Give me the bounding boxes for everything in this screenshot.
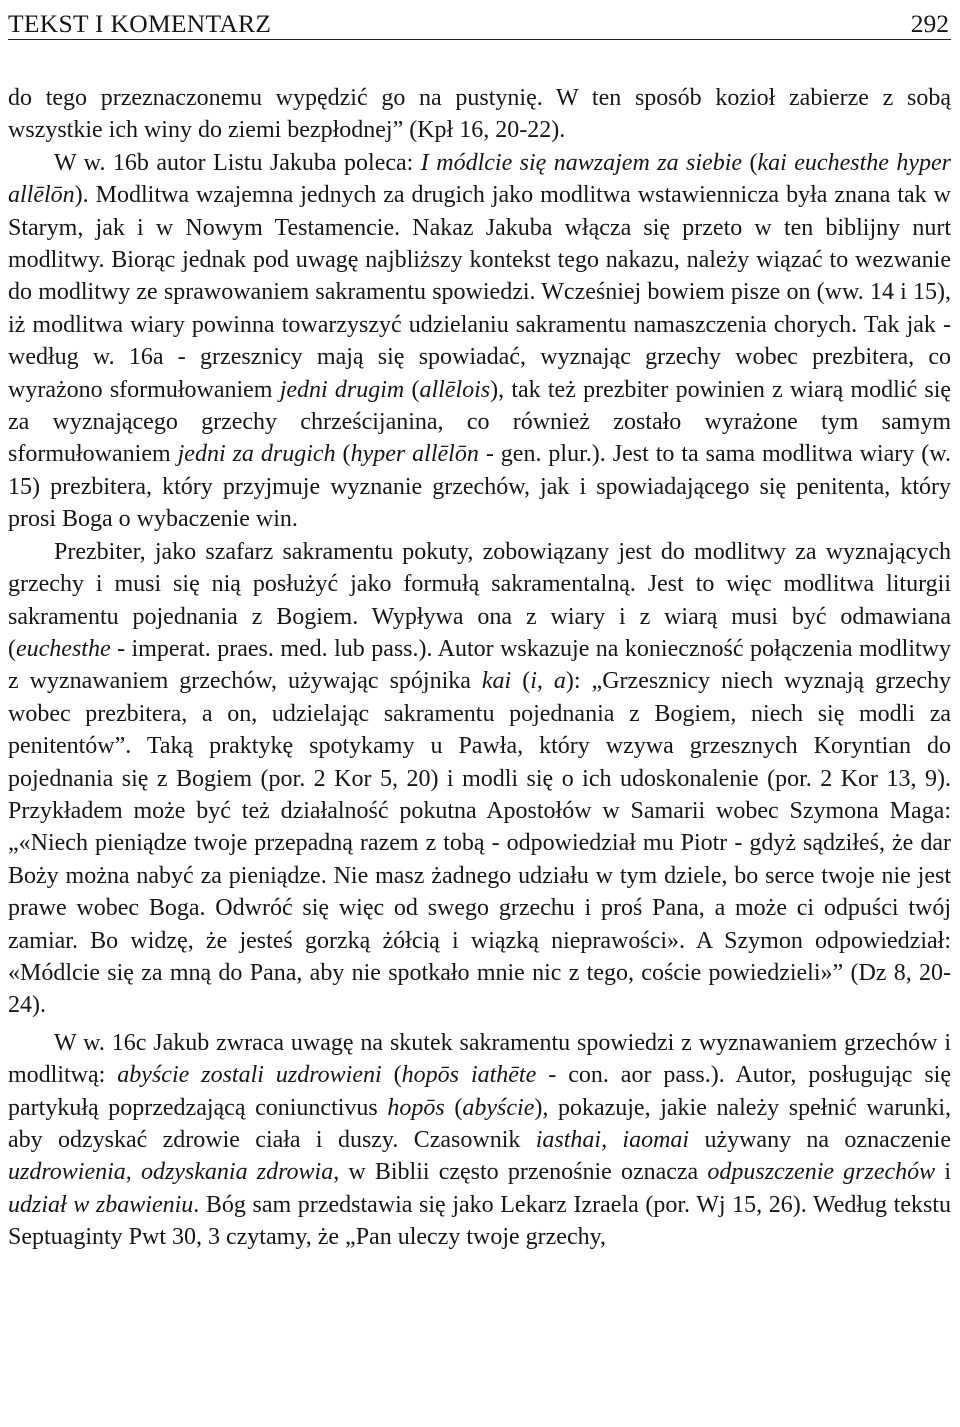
italic-term: iasthai, iaomai <box>535 1127 690 1153</box>
paragraph <box>8 147 951 536</box>
paragraph <box>8 82 951 147</box>
text-run: . Bóg sam przedstawia się jako Lekarz Izraela (por. Wj 15, 26). Według tekstu Septuaginty Pwt 30, 3 czytamy, że „Pan uleczy twoje grzechy, <box>8 1191 951 1251</box>
body-text <box>8 82 951 1254</box>
text-run: ), tak też prezbiter powinien z wiarą modlić się za wyznającego grzechy chrześcijanina, co również zostało wyrażone tym samym sformułowaniem <box>8 376 952 468</box>
text-run: , w Biblii często przenośnie oznacza <box>333 1159 708 1186</box>
italic-term: jedni drugim <box>279 376 405 403</box>
italic-term: abyście <box>462 1094 535 1121</box>
text-run: - imperat. praes. med. lub pass.). Autor wskazuje na konieczność połączenia modlitwy z wyznawaniem grzechów, używając spójnika <box>8 635 951 695</box>
text-run: i <box>935 1159 951 1186</box>
italic-term: kai euchesthe hyper allēlōn <box>8 149 951 209</box>
text-run: - gen. plur.). Jest to ta sama modlitwa wiary (w. 15) prezbitera, który przyjmuje wyznanie grzechów, jak i spowiadającego się penitenta, który prosi Boga o wybaczenie win. <box>8 441 951 533</box>
italic-term: hyper allēlōn <box>350 441 479 468</box>
paragraph <box>8 1027 951 1254</box>
text-run: - con. aor pass.). Autor, posługując się partykułą poprzedzającą coniunctivus <box>8 1062 951 1121</box>
italic-term: abyście zostali uzdrowieni <box>117 1062 382 1089</box>
running-header <box>8 0 951 40</box>
italic-term: allēlois <box>419 376 491 403</box>
text-run: ), pokazuje, jakie należy spełnić warunki, aby odzyskać zdrowie ciała i duszy. Czasownik <box>8 1094 951 1153</box>
text-run: ( <box>404 376 420 403</box>
text-run: W w. 16b autor Listu Jakuba poleca: <box>54 149 421 176</box>
text-run: ( <box>335 441 351 468</box>
text-run: ( <box>742 149 758 176</box>
text-run: W w. 16c Jakub zwraca uwagę na skutek sakramentu spowiedzi z wyznawaniem grzechów i modlitwą: <box>8 1029 951 1089</box>
text-run: Prezbiter, jako szafarz sakramentu pokuty, zobowiązany jest do modlitwy za wyznających grzechy i musi się nią posłużyć jako formułą sakramentalną. Jest to więc modlitwa liturgii sakramentu pojednania z Bogiem. Wypływa ona z wiary i z wiarą musi być odmawiana ( <box>8 538 951 662</box>
text-run: ( <box>444 1094 463 1121</box>
text-run: ): „Grzesznicy niech wyznają grzechy wobec prezbitera, a on, udzielając sakramentu pojednania z Bogiem, niech się modli za penitentów”. Taką praktykę spotykamy u Pawła, który wzywa grzesznych Koryntian do pojednania się z Bogiem (por. 2 Kor 5, 20) i modli się o ich udoskonalenie (por. 2 Kor 13, 9). Przykładem może być też działalność pokutna Apostołów w Samarii wobec Szymona Maga: „«Niech pieniądze twoje przepadną razem z tobą - odpowiedział mu Piotr - gdyż sądziłeś, że dar Boży można nabyć za pieniądze. Nie masz żadnego udziału w tym dziele, bo serce twoje nie jest prawe wobec Boga. Odwróć się więc od swego grzechu i proś Pana, a może ci odpuści twój zamiar. Bo widzę, że jesteś gorzką żółcią i wiązką nieprawości». A Szymon odpowiedział: «Módlcie się za mną do Pana, aby nie spotkało mnie nic z tego, coście powiedzieli»” (Dz 8, 20-24). <box>8 668 952 1019</box>
text-run: do tego przeznaczonemu wypędzić go na pustynię. W ten sposób kozioł zabierze z sobą wszystkie ich winy do ziemi bezpłodnej” (Kpł 16, 20-22). <box>8 85 951 144</box>
text-run: ( <box>511 668 531 695</box>
italic-term: i, a <box>530 668 566 695</box>
text-run: ). Modlitwa wzajemna jednych za drugich jako modlitwa wstawiennicza była znana tak w Starym, jak i w Nowym Testamencie. Nakaz Jakuba włącza się przeto w ten biblijny nurt modlitwy. Biorąc jednak pod uwagę najbliższy kontekst tego nakazu, należy wiązać to wezwanie do modlitwy ze sprawowaniem sakramentu spowiedzi. Wcześniej bowiem pisze on (ww. 14 i 15), iż modlitwa wiary powinna towarzyszyć udzielaniu sakramentu namaszczenia chorych. Tak jak - według w. 16a - grzesznicy mają się spowiadać, wyznając grzechy wobec prezbitera, co wyrażono sformułowaniem <box>8 182 951 403</box>
italic-term: hopōs <box>387 1094 445 1121</box>
text-run: używany na oznaczenie <box>689 1127 952 1153</box>
italic-term: hopōs iathēte <box>401 1062 537 1089</box>
italic-term: kai <box>481 668 512 695</box>
page-number: 292 <box>910 8 949 38</box>
italic-term: euchesthe <box>16 635 111 662</box>
italic-term: odpuszczenie grzechów <box>707 1159 936 1186</box>
paragraph <box>8 536 951 1022</box>
italic-term: udział w zbawieniu <box>8 1191 194 1218</box>
italic-term: I módlcie się nawzajem za siebie <box>420 149 743 176</box>
running-title: TEKST I KOMENTARZ <box>8 8 272 38</box>
italic-term: jedni za drugich <box>177 441 336 468</box>
italic-term: uzdrowienia, odzyskania zdrowia <box>8 1159 334 1186</box>
text-run: ( <box>381 1062 402 1089</box>
